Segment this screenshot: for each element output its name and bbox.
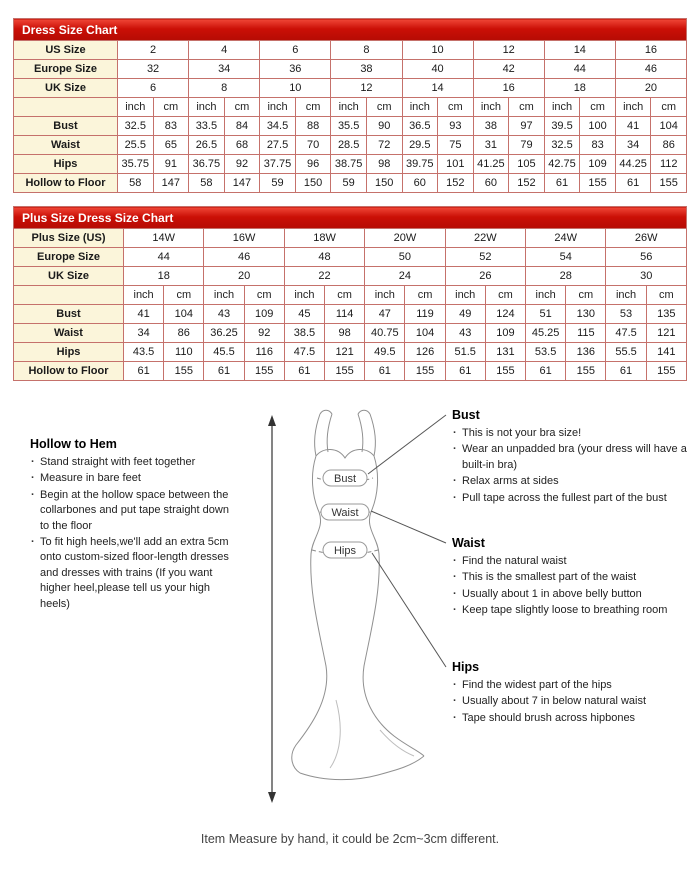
bullet-item: . Usually about 7 in below natural waist [452, 694, 688, 709]
unit-cell: inch [544, 98, 580, 117]
bust-instructions [452, 408, 688, 507]
measure-cell: 79 [509, 136, 545, 155]
size-cell: 34 [189, 60, 260, 79]
waist-instructions [452, 536, 688, 620]
size-cell: 16 [615, 41, 686, 60]
measure-cell: 97 [509, 117, 545, 136]
unit-cell: inch [606, 286, 646, 305]
row-label: Bust [14, 305, 124, 324]
size-cell: 48 [284, 248, 364, 267]
measure-cell: 45 [284, 305, 324, 324]
measure-cell: 155 [646, 362, 686, 381]
bullet-item: . Pull tape across the fullest part of the bust [452, 491, 688, 506]
measure-cell: 61 [544, 174, 580, 193]
measure-cell: 109 [580, 155, 616, 174]
measure-cell: 155 [325, 362, 365, 381]
measure-cell: 26.5 [189, 136, 225, 155]
standard-size-chart [13, 18, 687, 193]
measure-cell: 47 [365, 305, 405, 324]
measure-cell: 88 [295, 117, 331, 136]
chart-title-row [14, 207, 687, 229]
unit-cell: inch [118, 98, 154, 117]
measure-cell: 42.75 [544, 155, 580, 174]
unit-cell: cm [153, 98, 189, 117]
row-label: Hips [14, 343, 124, 362]
measure-cell: 61 [606, 362, 646, 381]
measure-cell: 51.5 [445, 343, 485, 362]
measure-cell: 121 [325, 343, 365, 362]
size-cell: 20 [615, 79, 686, 98]
hollow-to-hem-title: Hollow to Hem [30, 437, 117, 451]
measure-cell: 29.5 [402, 136, 438, 155]
row-label: Waist [14, 324, 124, 343]
measure-cell: 53.5 [526, 343, 566, 362]
row-label [14, 286, 124, 305]
chart-title-row [14, 19, 687, 41]
unit-cell: inch [445, 286, 485, 305]
bullet-item: . This is the smallest part of the waist [452, 570, 688, 585]
measure-cell: 49 [445, 305, 485, 324]
size-cell: 12 [331, 79, 402, 98]
measure-cell: 41 [124, 305, 164, 324]
measure-cell: 58 [118, 174, 154, 193]
measure-cell: 116 [244, 343, 284, 362]
measure-cell: 126 [405, 343, 445, 362]
measure-cell: 32.5 [118, 117, 154, 136]
unit-cell: inch [365, 286, 405, 305]
measure-cell: 119 [405, 305, 445, 324]
row-label: Europe Size [14, 60, 118, 79]
measure-cell: 86 [164, 324, 204, 343]
size-cell: 10 [402, 41, 473, 60]
measure-cell: 83 [153, 117, 189, 136]
measure-cell: 44.25 [615, 155, 651, 174]
table-row [14, 41, 687, 60]
measure-cell: 98 [325, 324, 365, 343]
measure-cell: 92 [244, 324, 284, 343]
size-cell: 28 [526, 267, 606, 286]
measure-cell: 61 [365, 362, 405, 381]
measure-cell: 61 [526, 362, 566, 381]
measure-cell: 31 [473, 136, 509, 155]
measure-cell: 61 [204, 362, 244, 381]
measure-cell: 75 [438, 136, 474, 155]
unit-cell: cm [244, 286, 284, 305]
table-row [14, 136, 687, 155]
table-row [14, 305, 687, 324]
measure-cell: 35.75 [118, 155, 154, 174]
size-cell: 16 [473, 79, 544, 98]
size-cell: 56 [606, 248, 687, 267]
measure-cell: 34.5 [260, 117, 296, 136]
measure-cell: 33.5 [189, 117, 225, 136]
unit-cell: cm [566, 286, 606, 305]
size-cell: 2 [118, 41, 189, 60]
measure-cell: 131 [485, 343, 525, 362]
bust-list [452, 426, 688, 506]
waist-pill-label: Waist [331, 507, 359, 519]
size-chart-table [13, 18, 687, 193]
unit-cell: cm [438, 98, 474, 117]
size-cell: 18W [284, 229, 364, 248]
measure-cell: 105 [509, 155, 545, 174]
waist-list [452, 554, 688, 619]
measure-cell: 45.5 [204, 343, 244, 362]
unit-header-row [14, 98, 687, 117]
row-label: Hips [14, 155, 118, 174]
measure-cell: 104 [651, 117, 687, 136]
connector-lines [368, 415, 446, 667]
size-cell: 10 [260, 79, 331, 98]
measure-cell: 61 [284, 362, 324, 381]
size-cell: 18 [544, 79, 615, 98]
row-label: UK Size [14, 267, 124, 286]
unit-cell: cm [580, 98, 616, 117]
size-cell: 4 [189, 41, 260, 60]
measure-cell: 100 [580, 117, 616, 136]
measure-cell: 34 [124, 324, 164, 343]
size-cell: 54 [526, 248, 606, 267]
measure-cell: 59 [260, 174, 296, 193]
measure-cell: 90 [366, 117, 402, 136]
measure-cell: 43.5 [124, 343, 164, 362]
size-cell: 14 [544, 41, 615, 60]
measure-cell: 141 [646, 343, 686, 362]
measure-cell: 135 [646, 305, 686, 324]
measure-cell: 124 [485, 305, 525, 324]
unit-cell: cm [485, 286, 525, 305]
chart-title: Dress Size Chart [14, 19, 687, 41]
size-cell: 22W [445, 229, 525, 248]
measure-cell: 104 [164, 305, 204, 324]
unit-cell: inch [473, 98, 509, 117]
size-cell: 30 [606, 267, 687, 286]
measure-cell: 72 [366, 136, 402, 155]
measure-cell: 38.5 [284, 324, 324, 343]
bullet-item: . Begin at the hollow space between the collarbones and put tape straight down to the floor [30, 488, 238, 534]
unit-cell: cm [509, 98, 545, 117]
size-cell: 8 [331, 41, 402, 60]
waist-title: Waist [452, 536, 485, 550]
measure-cell: 152 [509, 174, 545, 193]
hollow-to-hem-list [30, 455, 238, 612]
unit-cell: inch [526, 286, 566, 305]
measure-cell: 155 [405, 362, 445, 381]
hollow-to-hem-instructions [30, 437, 238, 613]
measure-cell: 38 [473, 117, 509, 136]
bullet-item: . Find the natural waist [452, 554, 688, 569]
hips-pill-label: Hips [333, 545, 357, 557]
size-cell: 12 [473, 41, 544, 60]
unit-cell: inch [124, 286, 164, 305]
size-cell: 40 [402, 60, 473, 79]
measure-cell: 43 [445, 324, 485, 343]
measure-cell: 51 [526, 305, 566, 324]
hips-title: Hips [452, 660, 480, 674]
unit-cell: inch [331, 98, 367, 117]
measure-cell: 155 [651, 174, 687, 193]
measure-cell: 86 [651, 136, 687, 155]
measure-cell: 152 [438, 174, 474, 193]
measure-cell: 121 [646, 324, 686, 343]
row-label: Bust [14, 117, 118, 136]
unit-cell: cm [651, 98, 687, 117]
unit-cell: cm [646, 286, 686, 305]
row-label: Waist [14, 136, 118, 155]
measure-cell: 37.75 [260, 155, 296, 174]
measure-cell: 36.5 [402, 117, 438, 136]
dress-illustration [292, 410, 424, 779]
measure-cell: 115 [566, 324, 606, 343]
hips-list [452, 678, 688, 726]
measure-cell: 84 [224, 117, 260, 136]
unit-cell: inch [260, 98, 296, 117]
measure-cell: 45.25 [526, 324, 566, 343]
measure-cell: 41.25 [473, 155, 509, 174]
measure-cell: 61 [124, 362, 164, 381]
size-cell: 16W [204, 229, 284, 248]
row-label [14, 98, 118, 117]
unit-cell: inch [189, 98, 225, 117]
row-label: US Size [14, 41, 118, 60]
footer-note: Item Measure by hand, it could be 2cm~3cm different. [200, 832, 500, 846]
row-label: Plus Size (US) [14, 229, 124, 248]
measure-cell: 34 [615, 136, 651, 155]
size-cell: 46 [204, 248, 284, 267]
measure-cell: 92 [224, 155, 260, 174]
unit-cell: inch [204, 286, 244, 305]
measure-cell: 40.75 [365, 324, 405, 343]
measure-cell: 41 [615, 117, 651, 136]
table-row [14, 343, 687, 362]
hips-instructions [452, 660, 688, 727]
table-row [14, 248, 687, 267]
size-cell: 26W [606, 229, 687, 248]
measure-cell: 91 [153, 155, 189, 174]
bullet-item: . Keep tape slightly loose to breathing room [452, 603, 688, 618]
measure-cell: 55.5 [606, 343, 646, 362]
table-row [14, 60, 687, 79]
unit-cell: cm [366, 98, 402, 117]
measure-cell: 150 [366, 174, 402, 193]
measure-cell: 60 [473, 174, 509, 193]
table-row [14, 324, 687, 343]
size-cell: 22 [284, 267, 364, 286]
row-label: Hollow to Floor [14, 362, 124, 381]
unit-header-row [14, 286, 687, 305]
bullet-item: . Relax arms at sides [452, 474, 688, 489]
bust-title: Bust [452, 408, 480, 422]
measure-cell: 49.5 [365, 343, 405, 362]
measure-cell: 39.75 [402, 155, 438, 174]
measure-cell: 43 [204, 305, 244, 324]
measure-cell: 39.5 [544, 117, 580, 136]
measure-cell: 83 [580, 136, 616, 155]
table-row [14, 155, 687, 174]
table-row [14, 174, 687, 193]
measure-cell: 155 [164, 362, 204, 381]
measure-cell: 147 [224, 174, 260, 193]
size-cell: 32 [118, 60, 189, 79]
measure-cell: 155 [580, 174, 616, 193]
measure-cell: 58 [189, 174, 225, 193]
bullet-item: . This is not your bra size! [452, 426, 688, 441]
size-cell: 44 [544, 60, 615, 79]
measure-cell: 96 [295, 155, 331, 174]
size-cell: 14 [402, 79, 473, 98]
measure-cell: 28.5 [331, 136, 367, 155]
row-label: Hollow to Floor [14, 174, 118, 193]
measure-cell: 27.5 [260, 136, 296, 155]
measure-cell: 93 [438, 117, 474, 136]
size-cell: 24 [365, 267, 445, 286]
measure-cell: 36.75 [189, 155, 225, 174]
measure-cell: 70 [295, 136, 331, 155]
unit-cell: cm [325, 286, 365, 305]
size-cell: 8 [189, 79, 260, 98]
bullet-item: . To fit high heels,we'll add an extra 5cm onto custom-sized floor-length dresses and dresses with trains (If you want higher heel,please tell us your high heels) [30, 535, 238, 612]
measure-cell: 104 [405, 324, 445, 343]
measure-cell: 109 [244, 305, 284, 324]
size-cell: 26 [445, 267, 525, 286]
measure-cell: 32.5 [544, 136, 580, 155]
measure-cell: 25.5 [118, 136, 154, 155]
measure-cell: 47.5 [284, 343, 324, 362]
measure-cell: 38.75 [331, 155, 367, 174]
size-cell: 50 [365, 248, 445, 267]
measure-cell: 98 [366, 155, 402, 174]
size-chart-table [13, 206, 687, 381]
measure-cell: 155 [244, 362, 284, 381]
measure-cell: 53 [606, 305, 646, 324]
unit-cell: inch [615, 98, 651, 117]
row-label: Europe Size [14, 248, 124, 267]
measure-cell: 147 [153, 174, 189, 193]
unit-cell: inch [402, 98, 438, 117]
size-cell: 6 [260, 41, 331, 60]
unit-cell: cm [224, 98, 260, 117]
measure-cell: 114 [325, 305, 365, 324]
size-cell: 38 [331, 60, 402, 79]
measure-cell: 61 [615, 174, 651, 193]
size-cell: 52 [445, 248, 525, 267]
measure-cell: 59 [331, 174, 367, 193]
measure-cell: 130 [566, 305, 606, 324]
size-cell: 6 [118, 79, 189, 98]
table-row [14, 362, 687, 381]
bullet-item: . Tape should brush across hipbones [452, 711, 688, 726]
measure-cell: 68 [224, 136, 260, 155]
unit-cell: inch [284, 286, 324, 305]
row-label: UK Size [14, 79, 118, 98]
size-cell: 46 [615, 60, 686, 79]
size-cell: 42 [473, 60, 544, 79]
unit-cell: cm [405, 286, 445, 305]
measure-cell: 65 [153, 136, 189, 155]
measure-cell: 61 [445, 362, 485, 381]
measure-cell: 101 [438, 155, 474, 174]
bullet-item: . Usually about 1 in above belly button [452, 587, 688, 602]
unit-cell: cm [295, 98, 331, 117]
hollow-to-floor-arrow [268, 415, 276, 803]
measure-cell: 155 [566, 362, 606, 381]
bullet-item: . Wear an unpadded bra (your dress will have a built-in bra) [452, 442, 688, 473]
size-cell: 24W [526, 229, 606, 248]
table-row [14, 229, 687, 248]
measure-cell: 60 [402, 174, 438, 193]
size-cell: 18 [124, 267, 204, 286]
chart-title: Plus Size Dress Size Chart [14, 207, 687, 229]
measure-cell: 47.5 [606, 324, 646, 343]
measure-cell: 155 [485, 362, 525, 381]
bullet-item: . Measure in bare feet [30, 471, 238, 486]
measure-cell: 110 [164, 343, 204, 362]
bust-pill-label: Bust [333, 473, 357, 485]
table-row [14, 267, 687, 286]
table-row [14, 117, 687, 136]
size-cell: 14W [124, 229, 204, 248]
measure-cell: 136 [566, 343, 606, 362]
size-cell: 20 [204, 267, 284, 286]
unit-cell: cm [164, 286, 204, 305]
size-cell: 44 [124, 248, 204, 267]
table-row [14, 79, 687, 98]
plus-size-chart [13, 206, 687, 381]
measure-cell: 112 [651, 155, 687, 174]
measure-cell: 150 [295, 174, 331, 193]
dress-measure-pills [321, 470, 369, 558]
bullet-item: . Find the widest part of the hips [452, 678, 688, 693]
measure-cell: 109 [485, 324, 525, 343]
measure-cell: 36.25 [204, 324, 244, 343]
size-cell: 36 [260, 60, 331, 79]
bullet-item: . Stand straight with feet together [30, 455, 238, 470]
measure-cell: 35.5 [331, 117, 367, 136]
size-cell: 20W [365, 229, 445, 248]
